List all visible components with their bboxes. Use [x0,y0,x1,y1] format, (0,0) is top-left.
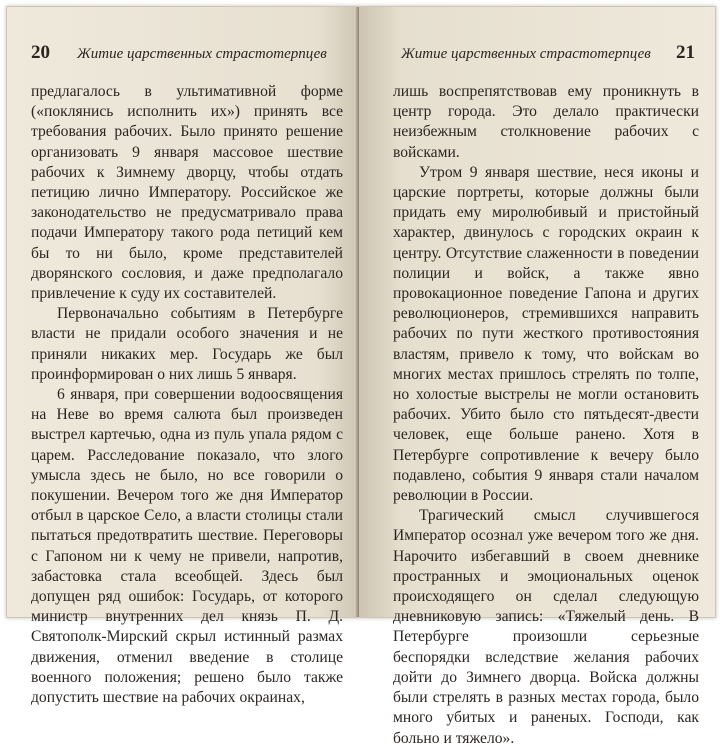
paragraph: Трагический смысл случившегося Император осознал уже вечером того же дня. Нарочито избегавший в своем дневнике пространных и эмоциональных оценок происходящего он сделал следующую дневниковую запись: «Тяжелый день. В Петербурге произошли серьезные беспорядки вследствие желания рабочих дойти до Зимнего дворца. Войска должны были стрелять в разных местах города, было много убитых и раненых. Господи, как больно и тяжело». [393,507,699,747]
paragraph: лишь воспрепятствовав ему проникнуть в центр города. Это делало практически неизбежным столкновение рабочих с войсками. [393,83,699,161]
paragraph: 6 января, при совершении водоосвящения на Неве во время салюта был произведен выстрел картечью, одна из пуль упала рядом с царем. Расследование показало, что злого умысла здесь не было, но все говорили о покушении. Вечером того же дня Император отбыл в царское Село, а власти столицы стали пытаться предотвратить шествие. Переговоры с Гапоном ни к чему не привели, напротив, забастовка стала всеобщей. Здесь был допущен ряд ошибок: Государь, от которого министр внутренних дел князь П. Д. Святополк-Мирский скрыл истинный размах движения, отменил введение в столице военного положения; решено было также допустить шествие на рабочих окраинах, [31,386,343,707]
left-page-header [31,41,341,67]
right-page-header [395,41,695,67]
running-title-left: Житие царственных страстотерпцев [77,46,327,62]
paragraph: Утром 9 января шествие, неся иконы и царские портреты, которые должны были придать ему миролюбивый и пристойный характер, двинулось с городских окраин к центру. Отсутствие слаженности в поведении полиции и войск, а также явно провокационное поведение Гапона и других революционеров, стремившихся направить рабочих по пути жесткого противостояния властям, привело к тому, что войскам во многих местах пришлось стрелять по толпе, но холостые выстрелы не могли остановить рабочих. Убито было сто пятьдесят-двести человек, еще больше ранено. Хотя в Петербурге сопротивление к вечеру было подавлено, события 9 января стали началом революции в России. [393,163,699,505]
paragraph: предлагалось в ультимативной форме («поклянись исполнить их») принять все требования рабочих. Было принято решение организовать 9 января массовое шествие рабочих к Зимнему дворцу, чтобы отдать петицию лично Императору. Российское же законодательство не предусматривало права подачи Императору такого рода петиций кем бы то ни было, кроме представителей дворянского сословия, и даже предполагало привлечение к суду их составителей. [31,83,343,303]
page-number-left: 20 [31,42,50,63]
page-number-right: 21 [676,42,695,63]
paragraph: Первоначально событиям в Петербурге власти не придали особого значения и не приняли никаких мер. Государь же был проинформирован о них лишь 5 января. [31,305,343,383]
running-title-right: Житие царственных страстотерпцев [401,46,651,62]
right-page-text [393,82,699,749]
book-spread [6,6,716,747]
right-page [359,7,715,747]
left-page [7,7,359,707]
left-page-text [31,82,343,708]
